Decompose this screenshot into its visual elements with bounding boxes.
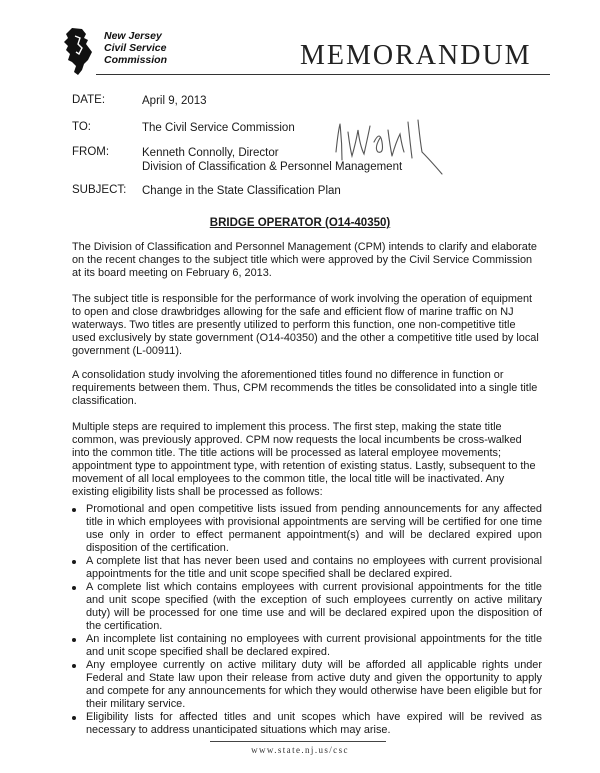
eligibility-list xyxy=(72,503,542,737)
footer-url: www.state.nj.us/csc xyxy=(251,745,349,755)
memorandum-title: MEMORANDUM xyxy=(300,40,532,71)
paragraph-1: The Division of Classification and Personnel Management (CPM) intends to clarify and elaborate on the recent changes to the subject title which were approved by the Civil Service Commission at its board meeting on February 6, 2013. xyxy=(72,241,537,279)
list-item xyxy=(72,633,542,659)
org-line-1: New Jersey xyxy=(104,30,162,42)
list-item-text: A complete list that has never been used and contains no employees with current provisional appointments for the title and unit scope specified shall be declared expired. xyxy=(86,555,542,580)
to-value: The Civil Service Commission xyxy=(142,122,295,134)
list-item xyxy=(72,659,542,711)
handwritten-signature xyxy=(330,112,450,182)
subject-label: SUBJECT: xyxy=(72,184,127,196)
list-item-text: Any employee currently on active military duty will be afforded all applicable rights under Federal and State law upon their release from active duty and given the opportunity to apply and compete for any announcements for which they would otherwise have been eligible but for their military service. xyxy=(86,659,542,710)
date-value: April 9, 2013 xyxy=(142,95,207,107)
list-item-text: Promotional and open competitive lists issued from pending announcements for any affected title in which employees with provisional appointments are serving will be certified for one time use only in order to effect permanent appointment(s) and will be declared expired upon disposition of the certification. xyxy=(86,503,542,554)
list-item-text: A complete list which contains employees with current provisional appointments for the title and unit scope specified (with the exception of such employees currently on active military duty) will be processed for one time use and will be declared expired upon the disposition of the certification. xyxy=(86,581,542,632)
organization-name xyxy=(104,30,167,66)
org-line-3: Commission xyxy=(104,54,168,66)
date-label: DATE: xyxy=(72,94,106,106)
from-division: Division of Classification & Personnel Management xyxy=(142,161,403,173)
from-label: FROM: xyxy=(72,146,110,158)
from-name: Kenneth Connolly, Director xyxy=(142,147,279,159)
list-item xyxy=(72,555,542,581)
bullet-icon xyxy=(72,560,76,564)
new-jersey-state-silhouette-icon xyxy=(58,26,104,78)
footer-divider xyxy=(210,741,386,742)
list-item xyxy=(72,503,542,555)
org-line-2: Civil Service xyxy=(104,42,167,54)
list-item xyxy=(72,711,542,737)
bullet-icon xyxy=(72,586,76,590)
bullet-icon xyxy=(72,664,76,668)
bullet-icon xyxy=(72,716,76,720)
subject-value: Change in the State Classification Plan xyxy=(142,185,341,197)
paragraph-3: A consolidation study involving the aforementioned titles found no difference in function or requirements between them. Thus, CPM recommends the titles be consolidated into a single title classification. xyxy=(72,369,538,407)
list-item-text: An incomplete list containing no employees with current provisional appointments for the title and unit scope specified shall be declared expired. xyxy=(86,633,542,658)
list-item xyxy=(72,581,542,633)
bullet-icon xyxy=(72,638,76,642)
nj-csc-logo xyxy=(58,26,188,78)
list-item-text: Eligibility lists for affected titles and unit scopes which have expired will be revived as necessary to address unanticipated situations which may arise. xyxy=(86,711,542,736)
title-heading: BRIDGE OPERATOR (O14-40350) xyxy=(209,217,391,229)
to-label: TO: xyxy=(72,121,91,133)
paragraph-2: The subject title is responsible for the performance of work involving the operation of equipment to open and close drawbridges allowing for the safe and efficient flow of marine traffic on NJ waterways. Two titles are presently utilized to perform this function, one non-competitive title used exclusively by state government (O14-40350) and the other a competitive title used by local government (L-00911). xyxy=(72,293,539,357)
paragraph-4: Multiple steps are required to implement this process. The first step, making the state title common, was previously approved. CPM now requests the local incumbents be cross-walked into the common title. The title actions will be processed as lateral employee movements; appointment type to appointment type, with retention of existing status. Lastly, subsequent to the movement of all local employees to the common title, the local title will be inactivated. Any existing eligibility lists shall be processed as follows: xyxy=(72,421,536,498)
header-divider xyxy=(96,74,550,75)
bullet-icon xyxy=(72,508,76,512)
